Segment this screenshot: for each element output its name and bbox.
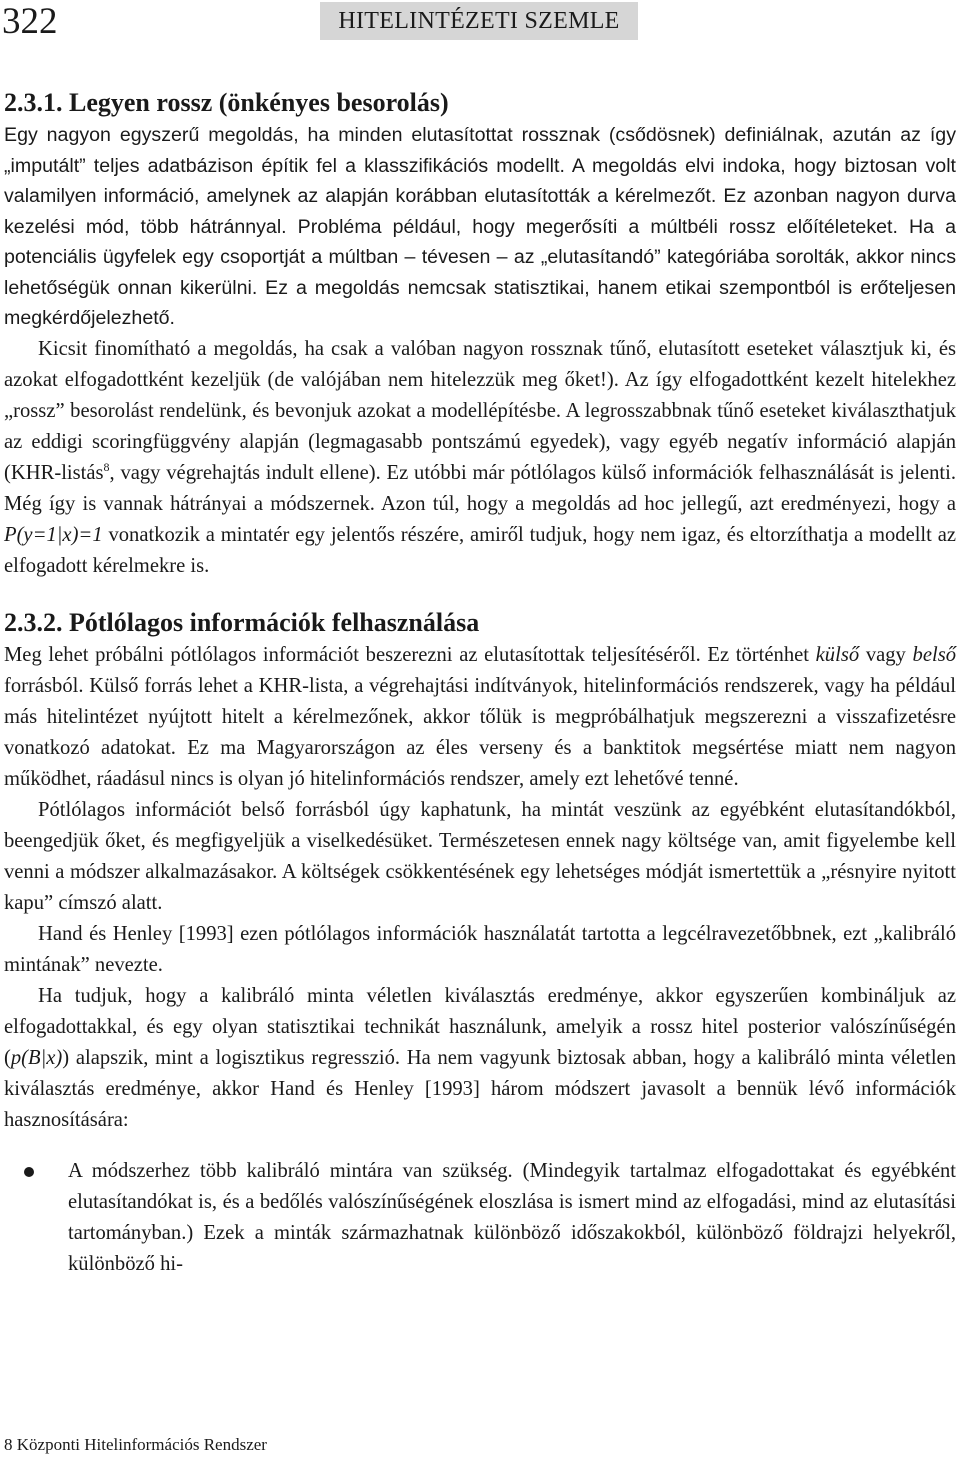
footnote-text: Központi Hitelinformációs Rendszer bbox=[12, 1435, 267, 1454]
inline-formula: p(B|x) bbox=[10, 1046, 63, 1069]
running-head: HITELINTÉZETI SZEMLE bbox=[320, 2, 638, 40]
paragraph-text: vonatkozik a mintatér egy jelentős részére, amiről tudjuk, hogy nem igaz, és eltorzíthatja a modellt az elfogadott kérelmekre is. bbox=[4, 523, 956, 577]
paragraph-text: ) alapszik, mint a logisztikus regresszió. Ha nem vagyunk biztosak abban, hogy a kalibráló minta véletlen kiválasztás eredménye, akkor Hand és Henley [1993] három módszert javasolt a bennük lévő információk hasznosítására: bbox=[4, 1046, 956, 1131]
section-heading-2-3-1: 2.3.1. Legyen rossz (önkényes besorolás) bbox=[4, 88, 449, 117]
paragraph bbox=[0, 981, 960, 1136]
paragraph-text: vagy bbox=[859, 643, 913, 666]
paragraph-text: Meg lehet próbálni pótlólagos információt beszerezni az elutasítottak teljesítéséről. Ez történhet bbox=[4, 643, 816, 666]
paragraph: Egy nagyon egyszerű megoldás, ha minden elutasítottat rossznak (csődösnek) definiálnak, azután az így „imputált” teljes adatbázison építik fel a klasszifikációs modellt. A megoldás elvi indoka, hogy biztosan volt valamilyen információ, amelynek az alapján korábban elutasították a kérelmezőt. Ez azonban nagyon durva kezelési mód, több hátránnyal. Probléma például, hogy megerősíti a múltbéli rossz előítéleteket. Ha a potenciális ügyfelek egy csoportját a múltban – tévesen – az „elutasítandó” kategóriába sorolták, akkor nincs lehetőségük onnan kikerülni. Ez a megoldás nemcsak statisztikai, hanem etikai szempontból is erőteljesen megkérdőjelezhető. bbox=[4, 124, 956, 329]
page-number: 322 bbox=[2, 1, 58, 42]
paragraph-text: forrásból. Külső forrás lehet a KHR-lista, a végrehajtási indítványok, hitelinformációs rendszerek, vagy ha például más hitelintézet nyújtott hitelt a kérelmezőnek, akkor tőlük is megpróbálhatjuk megszerezni a visszafizetésre vonatkozó adatokat. Ez ma Magyarországon az éles verseny és a banktitok megsértése miatt nem nagyon működhet, ráadásul nincs is olyan jó hitelinformációs rendszer, amely ezt lehetővé tenné. bbox=[4, 674, 956, 790]
section-heading-2-3-2: 2.3.2. Pótlólagos információk felhasználása bbox=[4, 607, 480, 637]
list-item bbox=[0, 1156, 960, 1280]
paragraph bbox=[0, 334, 960, 582]
paragraph: Pótlólagos információt belső forrásból úgy kaphatunk, ha mintát veszünk az egyébként elutasítandókból, beengedjük őket, és megfigyeljük a viselkedésüket. Természetesen ennek nagy költsége van, amit figyelembe kell venni a módszer alkalmazásakor. A költségek csökkentésének egy lehetséges módját ismertettük a „résnyire nyitott kapu” címszó alatt. bbox=[4, 798, 956, 914]
footnote-reference: 8 bbox=[103, 459, 110, 474]
paragraph-text: , vagy végrehajtás indult ellene). Ez utóbbi már pótlólagos külső információk felhasználását is jelenti. Még így is vannak hátrányai a módszernek. Azon túl, hogy a megoldás ad hoc jellegű, azt eredményezi, hogy a bbox=[4, 461, 956, 515]
paragraph-text: Kicsit finomítható a megoldás, ha csak a valóban nagyon rossznak tűnő, elutasított eseteket választjuk ki, és azokat elfogadottként kezeljük (de valójában nem hitelezzük meg őket!). Az így elfogadottként kezelt hitelekhez „rossz” besorolást rendelünk, és bevonjuk azokat a modellépítésbe. A legrosszabbnak tűnő eseteket kiválaszthatjuk az eddigi scoringfüggvény alapján (legmagasabb pontszámú egyedek), vagy egyéb negatív információ alapján (KHR-listás bbox=[4, 337, 956, 484]
paragraph-text: Ha tudjuk, hogy a kalibráló minta véletlen kiválasztás eredménye, akkor egyszerűen kombináljuk az elfogadottakkal, és egy olyan statisztikai technikát használunk, amelyik a rossz hitel posterior valószínűségén ( bbox=[4, 984, 956, 1069]
footnote bbox=[4, 1434, 267, 1456]
italic-term: belső bbox=[912, 643, 957, 666]
paragraph bbox=[0, 640, 960, 795]
paragraph: Hand és Henley [1993] ezen pótlólagos információk használatát tartotta a legcélravezetőbbnek, ezt „kalibráló mintának” nevezte. bbox=[4, 922, 956, 976]
page-body bbox=[0, 86, 960, 1280]
inline-formula: P(y=1|x)=1 bbox=[4, 523, 103, 546]
italic-term: külső bbox=[815, 643, 860, 666]
footnote-number: 8 bbox=[4, 1435, 13, 1454]
list-item-text: A módszerhez több kalibráló mintára van szükség. (Mindegyik tartalmaz elfogadottakat és egyébként elutasítandókat is, és a bedőlés valószínűségének eloszlása is ismert mind az elfogadási, mind az elutasítási tartományban.) Ezek a minták származhatnak különböző időszakokból, különböző földrajzi helyekről, különböző hi- bbox=[68, 1159, 956, 1275]
bullet-icon bbox=[24, 1167, 34, 1177]
bullet-list bbox=[0, 1156, 960, 1280]
